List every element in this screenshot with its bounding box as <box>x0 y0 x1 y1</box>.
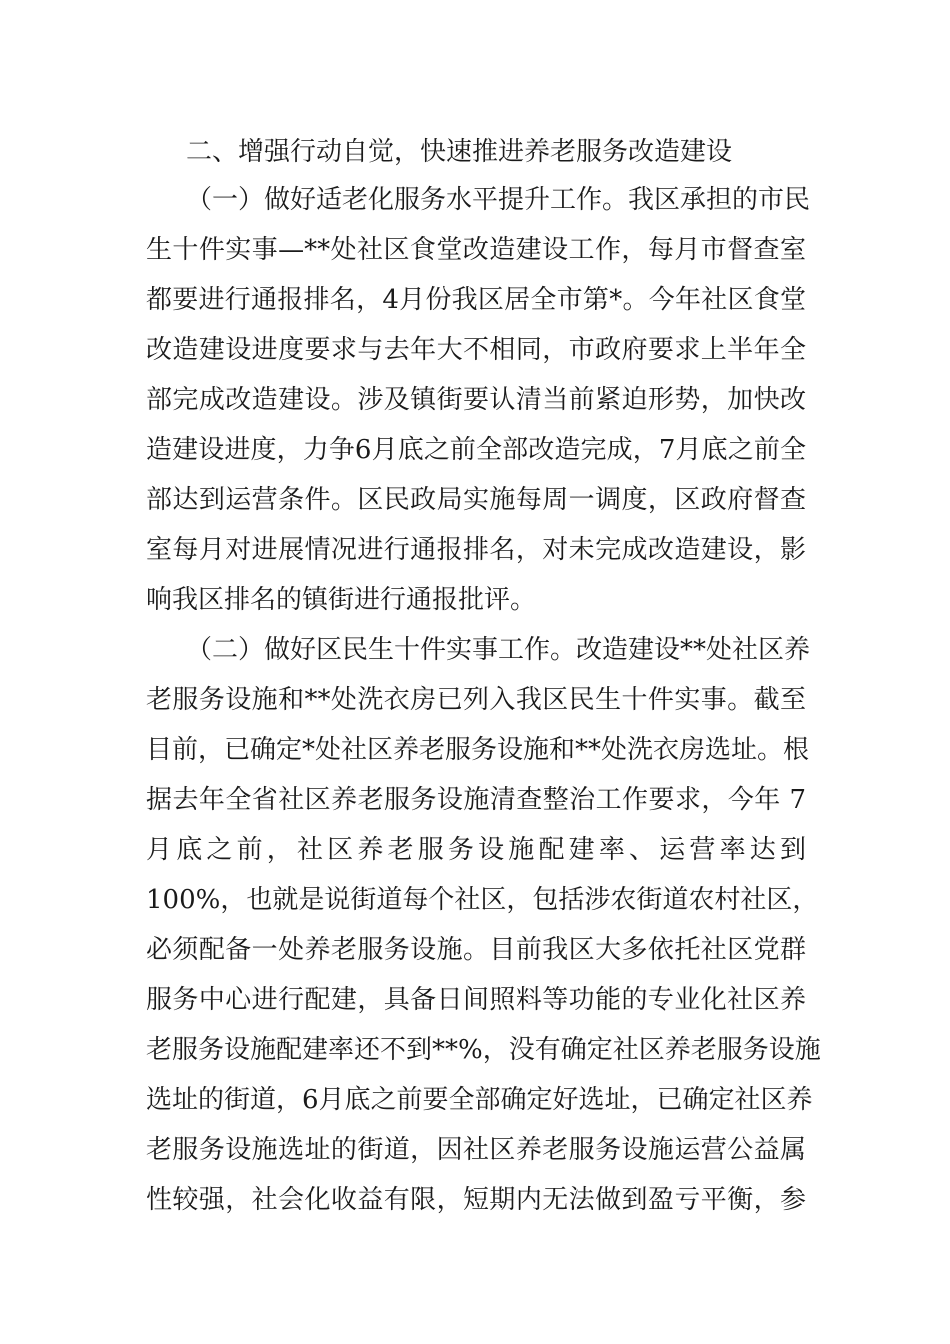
paragraph-line: 老服务设施和**处洗衣房已列入我区民生十件实事。截至 <box>146 685 806 715</box>
paragraph-line: 生十件实事—**处社区食堂改造建设工作，每月市督查室 <box>146 235 806 265</box>
paragraph-line: 目前，已确定*处社区养老服务设施和**处洗衣房选址。根 <box>146 735 810 765</box>
paragraph-line: 必须配备一处养老服务设施。目前我区大多依托社区党群 <box>146 935 806 965</box>
paragraph-line: （一）做好适老化服务水平提升工作。我区承担的市民 <box>186 185 811 215</box>
paragraph-line: 造建设进度，力争6月底之前全部改造完成，7月底之前全 <box>146 435 806 465</box>
paragraph-line: 都要进行通报排名，4月份我区居全市第*。今年社区食堂 <box>146 285 806 315</box>
paragraph-line: 选址的街道，6月底之前要全部确定好选址，已确定社区养 <box>146 1085 813 1115</box>
paragraph-line: 老服务设施配建率还不到**%，没有确定社区养老服务设施 <box>146 1035 821 1065</box>
paragraph-line: 部完成改造建设。涉及镇街要认清当前紧迫形势，加快改 <box>146 385 806 415</box>
paragraph-line: 响我区排名的镇街进行通报批评。 <box>146 585 537 615</box>
paragraph-line: 部达到运营条件。区民政局实施每周一调度，区政府督查 <box>146 485 806 515</box>
paragraph-line: 月底之前，社区养老服务设施配建率、运营率达到 <box>146 835 806 865</box>
paragraph-line: 老服务设施选址的街道，因社区养老服务设施运营公益属 <box>146 1135 806 1165</box>
paragraph-line: 据去年全省社区养老服务设施清查整治工作要求，今年 7 <box>146 785 806 815</box>
section-heading: 二、增强行动自觉，快速推进养老服务改造建设 <box>186 137 733 167</box>
paragraph-line: （二）做好区民生十件实事工作。改造建设**处社区养 <box>186 635 811 665</box>
paragraph-line: 100%，也就是说街道每个社区，包括涉农街道农村社区， <box>146 885 819 915</box>
paragraph-line: 服务中心进行配建，具备日间照料等功能的专业化社区养 <box>146 985 806 1015</box>
paragraph-line: 室每月对进展情况进行通报排名，对未完成改造建设，影 <box>146 535 806 565</box>
paragraph-line: 改造建设进度要求与去年大不相同，市政府要求上半年全 <box>146 335 806 365</box>
paragraph-line: 性较强，社会化收益有限，短期内无法做到盈亏平衡，参 <box>146 1185 806 1215</box>
